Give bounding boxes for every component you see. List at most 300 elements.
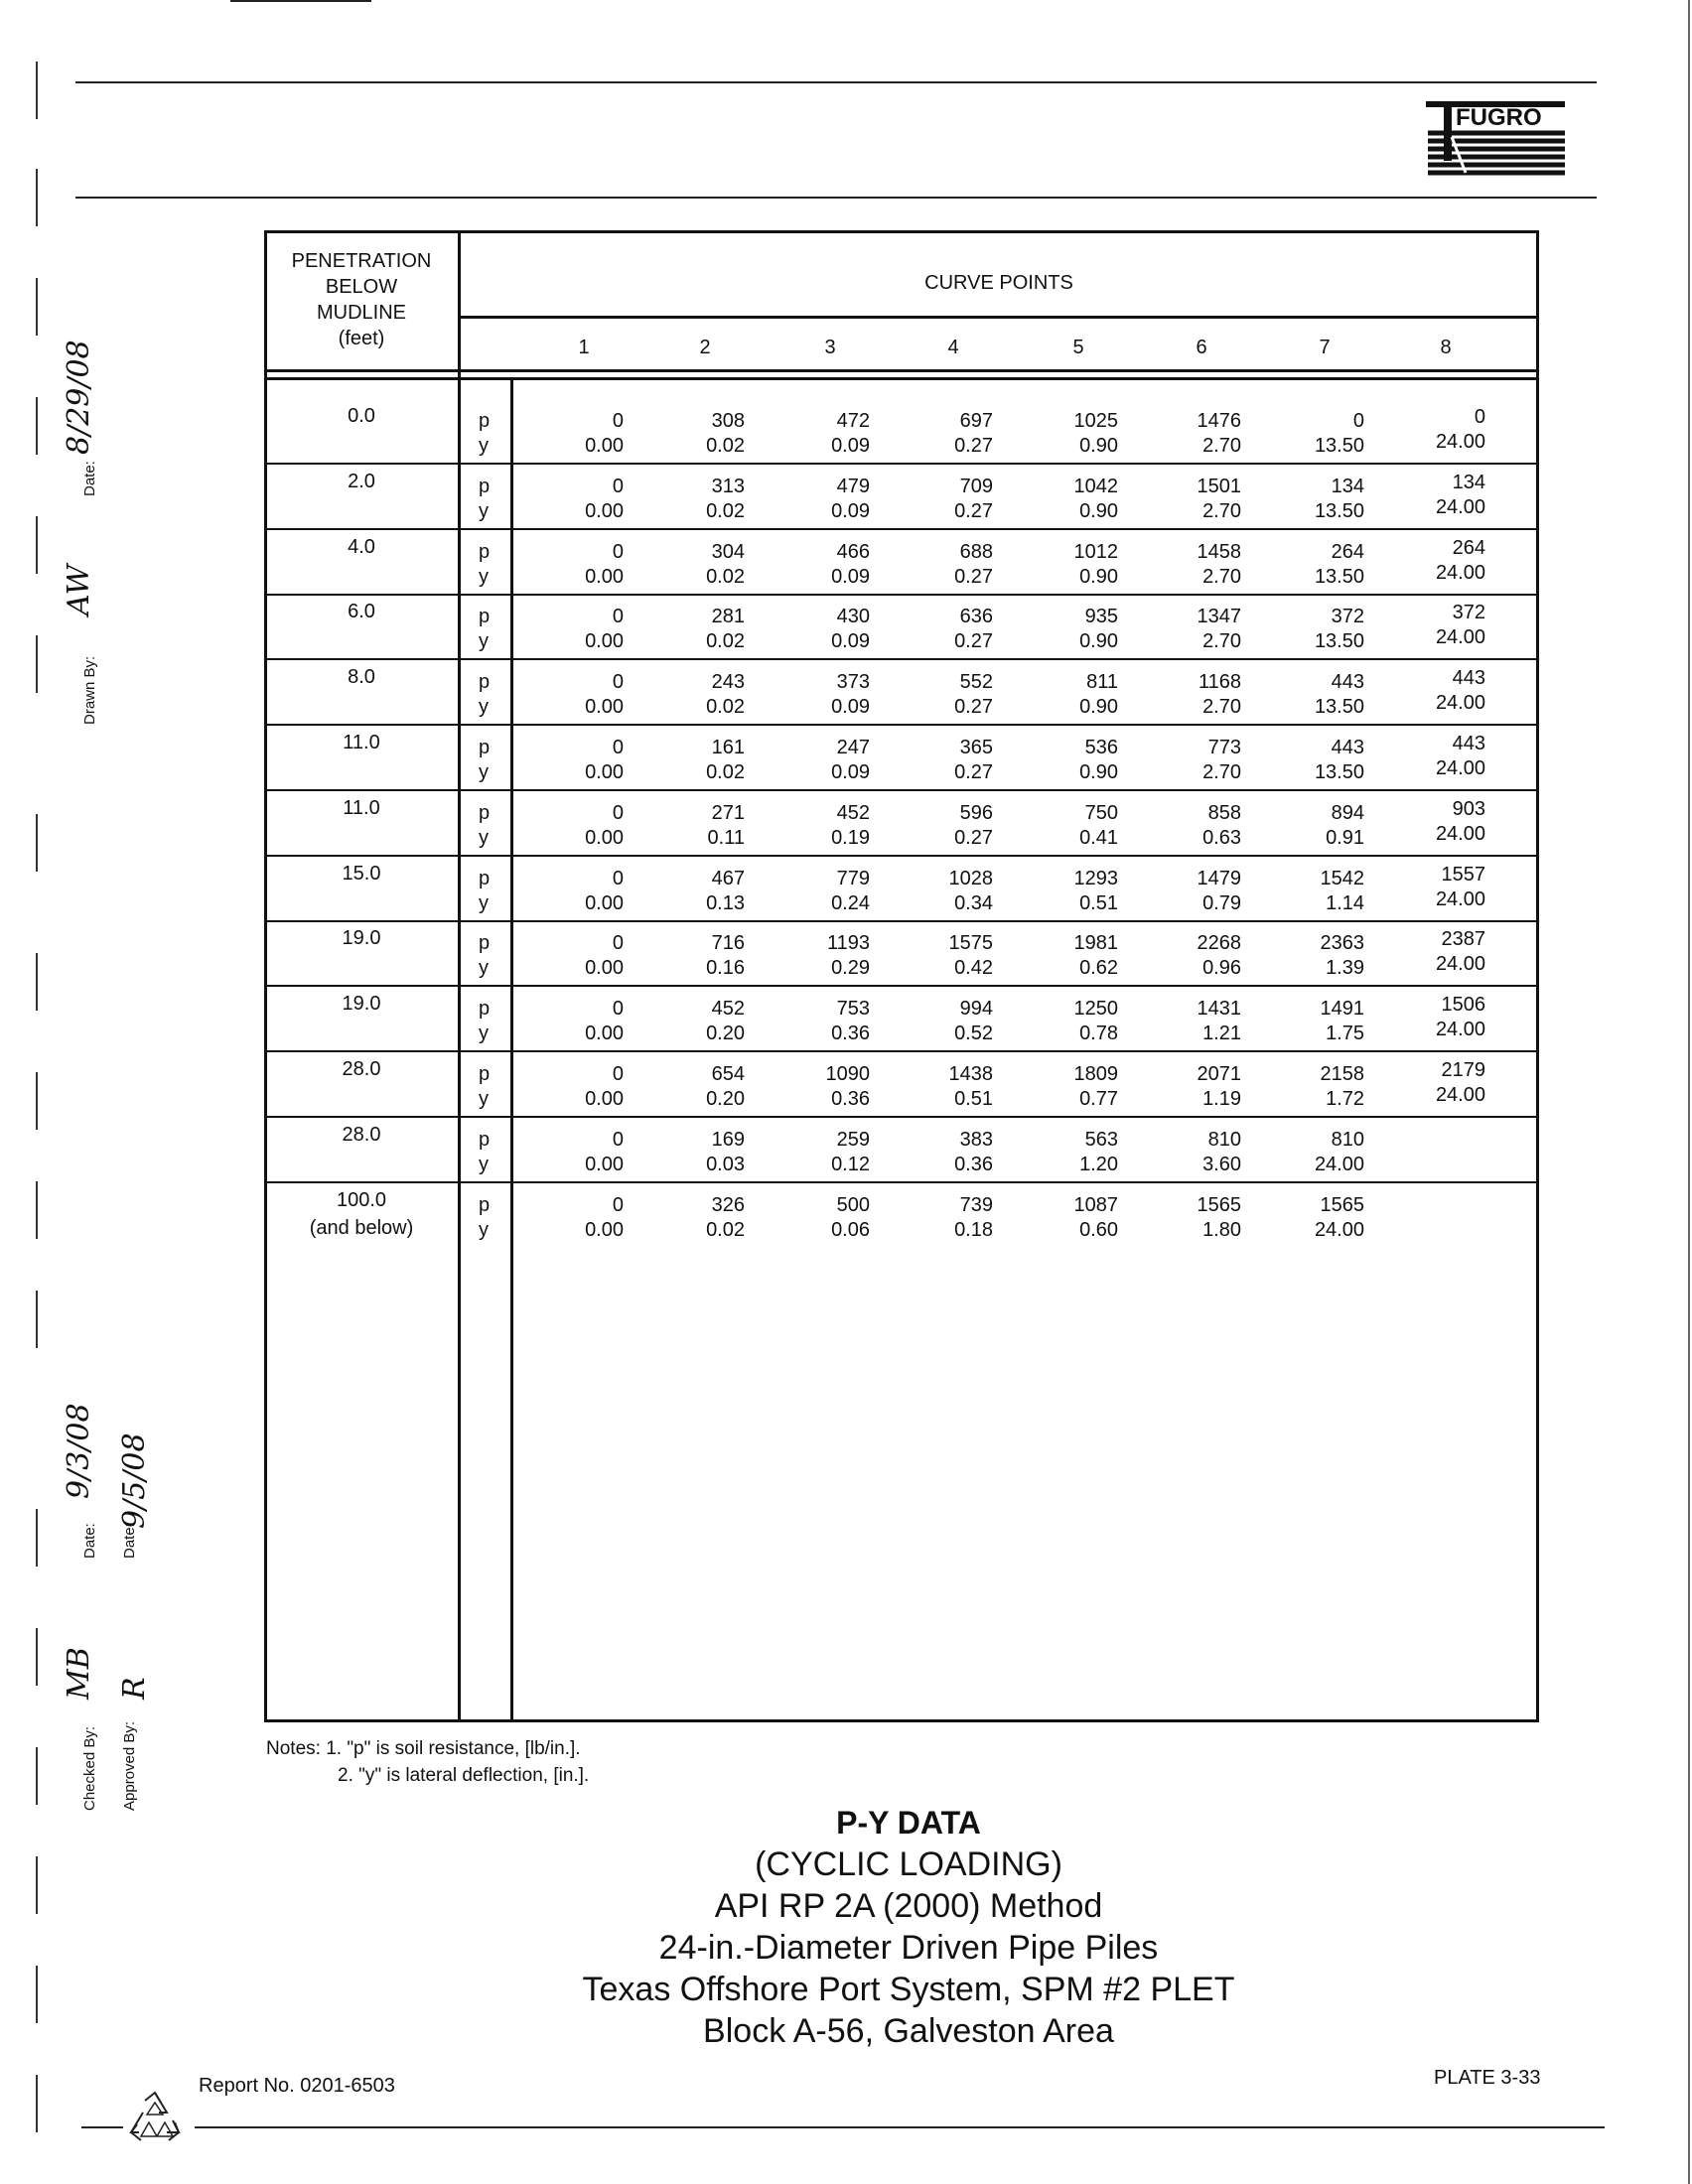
penetration-header bbox=[264, 248, 459, 351]
p-label: p bbox=[479, 476, 491, 497]
row-divider bbox=[264, 1116, 1539, 1118]
curve-points-rule bbox=[459, 316, 1539, 319]
y-value: 0.27 bbox=[954, 566, 993, 588]
p-value: 2071 bbox=[1197, 1063, 1241, 1085]
y-value: 0.60 bbox=[1079, 1219, 1118, 1241]
y-value: 1.20 bbox=[1079, 1154, 1118, 1175]
y-value: 24.00 bbox=[1435, 823, 1485, 845]
p-value: 1565 bbox=[1197, 1194, 1241, 1216]
p-value: 500 bbox=[836, 1194, 870, 1216]
y-value: 0.77 bbox=[1079, 1088, 1118, 1110]
p-value: 443 bbox=[1331, 737, 1364, 758]
y-value: 2.70 bbox=[1202, 500, 1241, 522]
p-value: 1809 bbox=[1073, 1063, 1118, 1085]
y-value: 0.00 bbox=[585, 696, 624, 718]
y-value: 13.50 bbox=[1314, 500, 1364, 522]
p-value: 308 bbox=[711, 410, 745, 432]
y-value: 0.27 bbox=[954, 435, 993, 457]
y-value: 24.00 bbox=[1314, 1219, 1364, 1241]
y-value: 0.00 bbox=[585, 1154, 624, 1175]
y-label: y bbox=[479, 566, 489, 588]
p-value: 373 bbox=[836, 671, 870, 693]
p-value: 753 bbox=[836, 998, 870, 1020]
p-value: 779 bbox=[836, 868, 870, 889]
y-value: 0.19 bbox=[831, 827, 870, 849]
p-value: 0 bbox=[612, 671, 624, 693]
curve-points-header: CURVE POINTS bbox=[924, 272, 1073, 294]
p-value: 134 bbox=[1331, 476, 1364, 497]
p-value: 259 bbox=[836, 1129, 870, 1151]
checked-date-signature: 9/3/08 bbox=[62, 1403, 96, 1499]
title-block bbox=[496, 1802, 1321, 2052]
y-value: 0.00 bbox=[585, 500, 624, 522]
y-value: 24.00 bbox=[1435, 562, 1485, 584]
y-label: y bbox=[479, 1023, 489, 1044]
y-value: 13.50 bbox=[1314, 435, 1364, 457]
y-value: 0.90 bbox=[1079, 500, 1118, 522]
y-value: 1.21 bbox=[1202, 1023, 1241, 1044]
p-value: 2387 bbox=[1441, 928, 1485, 950]
p-value: 1575 bbox=[948, 932, 993, 954]
p-value: 2158 bbox=[1320, 1063, 1364, 1085]
title-line: Texas Offshore Port System, SPM #2 PLET bbox=[582, 1971, 1235, 2008]
date-signature: 8/29/08 bbox=[62, 340, 96, 455]
p-value: 365 bbox=[959, 737, 993, 758]
depth-value: 11.0 bbox=[343, 797, 380, 819]
p-value: 169 bbox=[711, 1129, 745, 1151]
p-label: p bbox=[479, 671, 491, 693]
p-value: 894 bbox=[1331, 802, 1364, 824]
p-value: 750 bbox=[1084, 802, 1118, 824]
y-value: 2.70 bbox=[1202, 761, 1241, 783]
p-value: 452 bbox=[711, 998, 745, 1020]
p-value: 1557 bbox=[1441, 864, 1485, 886]
p-value: 596 bbox=[959, 802, 993, 824]
p-value: 472 bbox=[836, 410, 870, 432]
header-double-rule-2 bbox=[264, 377, 1539, 380]
y-value: 24.00 bbox=[1435, 431, 1485, 453]
row-divider bbox=[264, 658, 1539, 660]
y-value: 0.27 bbox=[954, 500, 993, 522]
y-value: 1.75 bbox=[1326, 1023, 1364, 1044]
y-value: 13.50 bbox=[1314, 630, 1364, 652]
y-value: 0.02 bbox=[706, 435, 745, 457]
y-value: 0.09 bbox=[831, 761, 870, 783]
p-value: 134 bbox=[1452, 472, 1485, 493]
y-value: 0.90 bbox=[1079, 566, 1118, 588]
title-line: (CYCLIC LOADING) bbox=[755, 1845, 1062, 1883]
p-value: 563 bbox=[1084, 1129, 1118, 1151]
p-value: 1438 bbox=[948, 1063, 993, 1085]
p-value: 536 bbox=[1084, 737, 1118, 758]
drawn-by-signature: AW bbox=[62, 564, 96, 615]
p-value: 1347 bbox=[1197, 606, 1241, 627]
y-value: 0.09 bbox=[831, 500, 870, 522]
checked-date-label: Date: bbox=[81, 1523, 98, 1559]
plate-number: PLATE 3-33 bbox=[1434, 2067, 1541, 2089]
right-edge-line bbox=[1688, 0, 1690, 2184]
y-value: 0.27 bbox=[954, 761, 993, 783]
y-value: 0.00 bbox=[585, 1088, 624, 1110]
p-value: 552 bbox=[959, 671, 993, 693]
y-label: y bbox=[479, 761, 489, 783]
row-divider bbox=[264, 594, 1539, 596]
depth-value: 100.0 bbox=[336, 1189, 387, 1211]
y-value: 24.00 bbox=[1435, 692, 1485, 714]
depth-note: (and below) bbox=[309, 1217, 414, 1239]
y-value: 0.42 bbox=[954, 957, 993, 979]
p-value: 247 bbox=[836, 737, 870, 758]
y-value: 0.90 bbox=[1079, 630, 1118, 652]
p-value: 326 bbox=[711, 1194, 745, 1216]
column-header: 4 bbox=[947, 337, 959, 358]
y-value: 13.50 bbox=[1314, 566, 1364, 588]
p-value: 0 bbox=[612, 998, 624, 1020]
p-label: p bbox=[479, 541, 491, 563]
penetration-header-line: MUDLINE bbox=[316, 302, 406, 324]
p-value: 994 bbox=[959, 998, 993, 1020]
y-value: 0.02 bbox=[706, 696, 745, 718]
y-value: 1.39 bbox=[1326, 957, 1364, 979]
y-value: 1.80 bbox=[1202, 1219, 1241, 1241]
footer-rule bbox=[195, 2126, 1605, 2128]
y-value: 0.27 bbox=[954, 827, 993, 849]
checked-by-label: Checked By: bbox=[81, 1725, 98, 1811]
p-value: 935 bbox=[1084, 606, 1118, 627]
y-value: 0.18 bbox=[954, 1219, 993, 1241]
y-value: 0.96 bbox=[1202, 957, 1241, 979]
p-value: 161 bbox=[711, 737, 745, 758]
y-value: 13.50 bbox=[1314, 696, 1364, 718]
y-value: 0.02 bbox=[706, 761, 745, 783]
p-value: 0 bbox=[612, 1194, 624, 1216]
y-value: 1.72 bbox=[1326, 1088, 1364, 1110]
y-value: 0.11 bbox=[707, 827, 745, 849]
y-label: y bbox=[479, 957, 489, 979]
depth-value: 28.0 bbox=[342, 1058, 381, 1080]
y-value: 0.24 bbox=[831, 892, 870, 914]
y-value: 2.70 bbox=[1202, 435, 1241, 457]
y-value: 0.29 bbox=[831, 957, 870, 979]
row-divider bbox=[264, 789, 1539, 791]
row-divider bbox=[264, 463, 1539, 465]
y-value: 0.00 bbox=[585, 761, 624, 783]
penetration-header-line: PENETRATION bbox=[291, 250, 432, 272]
y-value: 0.90 bbox=[1079, 761, 1118, 783]
y-value: 0.09 bbox=[831, 630, 870, 652]
depth-value: 11.0 bbox=[343, 732, 380, 753]
p-value: 1501 bbox=[1197, 476, 1241, 497]
p-value: 0 bbox=[612, 476, 624, 497]
p-value: 688 bbox=[959, 541, 993, 563]
y-value: 24.00 bbox=[1435, 888, 1485, 910]
p-value: 0 bbox=[612, 541, 624, 563]
y-value: 0.36 bbox=[831, 1088, 870, 1110]
y-label: y bbox=[479, 630, 489, 652]
penetration-header-line: (feet) bbox=[338, 328, 385, 349]
p-value: 773 bbox=[1207, 737, 1241, 758]
p-label: p bbox=[479, 737, 491, 758]
p-label: p bbox=[479, 410, 491, 432]
y-value: 0.20 bbox=[706, 1023, 745, 1044]
y-value: 0.02 bbox=[706, 630, 745, 652]
fugro-logo-icon bbox=[1426, 93, 1565, 183]
title-line: P-Y DATA bbox=[836, 1805, 981, 1841]
p-value: 1025 bbox=[1073, 410, 1118, 432]
p-value: 1042 bbox=[1073, 476, 1118, 497]
p-value: 452 bbox=[836, 802, 870, 824]
y-label: y bbox=[479, 1154, 489, 1175]
p-value: 1087 bbox=[1073, 1194, 1118, 1216]
p-value: 2179 bbox=[1441, 1059, 1485, 1081]
y-value: 24.00 bbox=[1435, 496, 1485, 518]
y-value: 0.91 bbox=[1326, 827, 1364, 849]
y-value: 0.02 bbox=[706, 1219, 745, 1241]
p-value: 0 bbox=[612, 868, 624, 889]
y-label: y bbox=[479, 696, 489, 718]
y-value: 2.70 bbox=[1202, 566, 1241, 588]
p-value: 443 bbox=[1331, 671, 1364, 693]
row-divider bbox=[264, 528, 1539, 530]
depth-value: 0.0 bbox=[348, 405, 375, 427]
y-value: 0.27 bbox=[954, 696, 993, 718]
p-value: 709 bbox=[959, 476, 993, 497]
p-label: p bbox=[479, 998, 491, 1020]
p-value: 430 bbox=[836, 606, 870, 627]
p-label: p bbox=[479, 868, 491, 889]
p-value: 1491 bbox=[1320, 998, 1364, 1020]
p-value: 1168 bbox=[1198, 671, 1241, 693]
column-header: 5 bbox=[1072, 337, 1084, 358]
y-value: 24.00 bbox=[1314, 1154, 1364, 1175]
y-value: 0.34 bbox=[954, 892, 993, 914]
recycle-icon bbox=[123, 2087, 187, 2150]
drawn-by-label: Drawn By: bbox=[81, 655, 98, 725]
y-value: 0.52 bbox=[954, 1023, 993, 1044]
row-divider bbox=[264, 1181, 1539, 1183]
row-divider bbox=[264, 724, 1539, 726]
p-value: 372 bbox=[1331, 606, 1364, 627]
p-label: p bbox=[479, 932, 491, 954]
p-value: 811 bbox=[1086, 671, 1118, 693]
p-value: 1250 bbox=[1073, 998, 1118, 1020]
y-value: 0.00 bbox=[585, 1023, 624, 1044]
p-value: 467 bbox=[711, 868, 745, 889]
column-header: 3 bbox=[824, 337, 836, 358]
row-divider bbox=[264, 920, 1539, 922]
y-value: 0.51 bbox=[1079, 892, 1118, 914]
title-line: 24-in.-Diameter Driven Pipe Piles bbox=[658, 1929, 1159, 1967]
header-double-rule-1 bbox=[264, 369, 1539, 372]
header-top-rule bbox=[75, 81, 1597, 83]
p-value: 1981 bbox=[1073, 932, 1118, 954]
p-value: 1090 bbox=[825, 1063, 870, 1085]
y-value: 0.62 bbox=[1079, 957, 1118, 979]
y-value: 24.00 bbox=[1435, 757, 1485, 779]
approved-by-signature: R bbox=[117, 1677, 152, 1700]
y-value: 0.41 bbox=[1079, 827, 1118, 849]
depth-value: 4.0 bbox=[348, 536, 375, 558]
y-value: 0.06 bbox=[831, 1219, 870, 1241]
y-value: 0.36 bbox=[954, 1154, 993, 1175]
p-value: 1565 bbox=[1320, 1194, 1364, 1216]
depth-value: 15.0 bbox=[342, 863, 381, 885]
y-value: 0.90 bbox=[1079, 696, 1118, 718]
y-value: 0.78 bbox=[1079, 1023, 1118, 1044]
y-value: 0.03 bbox=[706, 1154, 745, 1175]
p-value: 0 bbox=[612, 802, 624, 824]
header-bottom-rule bbox=[75, 197, 1597, 199]
y-value: 0.13 bbox=[706, 892, 745, 914]
y-value: 0.79 bbox=[1202, 892, 1241, 914]
report-number: Report No. 0201-6503 bbox=[199, 2075, 395, 2097]
p-value: 0 bbox=[612, 737, 624, 758]
p-value: 1193 bbox=[826, 932, 870, 954]
p-value: 636 bbox=[959, 606, 993, 627]
y-value: 0.00 bbox=[585, 566, 624, 588]
p-value: 2268 bbox=[1197, 932, 1241, 954]
y-value: 0.00 bbox=[585, 827, 624, 849]
p-value: 0 bbox=[612, 1063, 624, 1085]
depth-value: 19.0 bbox=[342, 993, 381, 1015]
y-label: y bbox=[479, 435, 489, 457]
column-header: 6 bbox=[1196, 337, 1207, 358]
y-value: 0.36 bbox=[831, 1023, 870, 1044]
p-value: 1012 bbox=[1073, 541, 1118, 563]
p-value: 1542 bbox=[1320, 868, 1364, 889]
p-label: p bbox=[479, 1063, 491, 1085]
p-value: 372 bbox=[1452, 602, 1485, 623]
title-line: Block A-56, Galveston Area bbox=[703, 2012, 1114, 2050]
p-value: 443 bbox=[1452, 667, 1485, 689]
p-value: 0 bbox=[612, 410, 624, 432]
y-value: 0.90 bbox=[1079, 435, 1118, 457]
p-value: 0 bbox=[612, 606, 624, 627]
column-header: 1 bbox=[578, 337, 590, 358]
y-value: 2.70 bbox=[1202, 696, 1241, 718]
y-value: 0.12 bbox=[831, 1154, 870, 1175]
checked-by-signature: MB bbox=[62, 1647, 96, 1700]
p-value: 716 bbox=[711, 932, 745, 954]
depth-value: 2.0 bbox=[348, 471, 375, 492]
footer-rule-left bbox=[81, 2126, 123, 2128]
p-label: p bbox=[479, 606, 491, 627]
p-value: 810 bbox=[1331, 1129, 1364, 1151]
y-value: 24.00 bbox=[1435, 1084, 1485, 1106]
y-label: y bbox=[479, 827, 489, 849]
depth-value: 8.0 bbox=[348, 666, 375, 688]
y-value: 0.00 bbox=[585, 1219, 624, 1241]
p-value: 0 bbox=[1352, 410, 1364, 432]
p-value: 383 bbox=[959, 1129, 993, 1151]
p-value: 313 bbox=[711, 476, 745, 497]
p-value: 1431 bbox=[1197, 998, 1241, 1020]
y-value: 0.09 bbox=[831, 435, 870, 457]
p-value: 264 bbox=[1452, 537, 1485, 559]
y-value: 0.02 bbox=[706, 566, 745, 588]
y-value: 1.14 bbox=[1326, 892, 1364, 914]
approved-by-label: Approved By: bbox=[121, 1720, 138, 1811]
date-label: Date: bbox=[81, 461, 98, 496]
y-value: 0.51 bbox=[954, 1088, 993, 1110]
y-value: 2.70 bbox=[1202, 630, 1241, 652]
note-2: 2. "y" is lateral deflection, [in.]. bbox=[338, 1765, 590, 1786]
p-value: 2363 bbox=[1320, 932, 1364, 954]
penetration-header-line: BELOW bbox=[325, 276, 398, 298]
y-value: 13.50 bbox=[1314, 761, 1364, 783]
y-value: 0.20 bbox=[706, 1088, 745, 1110]
y-value: 24.00 bbox=[1435, 626, 1485, 648]
p-label: p bbox=[479, 1129, 491, 1151]
p-value: 1479 bbox=[1197, 868, 1241, 889]
note-1: Notes: 1. "p" is soil resistance, [lb/in.]. bbox=[266, 1738, 581, 1759]
row-divider bbox=[264, 985, 1539, 987]
p-value: 271 bbox=[711, 802, 745, 824]
y-value: 24.00 bbox=[1435, 953, 1485, 975]
column-header: 8 bbox=[1440, 337, 1452, 358]
depth-value: 19.0 bbox=[342, 927, 381, 949]
row-divider bbox=[264, 855, 1539, 857]
p-value: 697 bbox=[959, 410, 993, 432]
y-value: 0.00 bbox=[585, 630, 624, 652]
y-value: 0.00 bbox=[585, 957, 624, 979]
row-divider bbox=[264, 1050, 1539, 1052]
top-short-rule bbox=[230, 0, 371, 2]
y-value: 0.16 bbox=[706, 957, 745, 979]
col-divider-depth bbox=[458, 230, 461, 1722]
title-line: API RP 2A (2000) Method bbox=[714, 1887, 1103, 1925]
p-value: 304 bbox=[711, 541, 745, 563]
approved-date-signature: 9/5/08 bbox=[117, 1433, 152, 1529]
approved-date-label: Date: bbox=[121, 1523, 138, 1559]
y-value: 1.19 bbox=[1202, 1088, 1241, 1110]
p-label: p bbox=[479, 802, 491, 824]
y-value: 3.60 bbox=[1202, 1154, 1241, 1175]
p-value: 243 bbox=[711, 671, 745, 693]
y-value: 24.00 bbox=[1435, 1019, 1485, 1040]
y-value: 0.27 bbox=[954, 630, 993, 652]
p-value: 281 bbox=[711, 606, 745, 627]
y-value: 0.00 bbox=[585, 892, 624, 914]
p-value: 1028 bbox=[948, 868, 993, 889]
notes bbox=[266, 1735, 589, 1789]
p-value: 810 bbox=[1207, 1129, 1241, 1151]
p-value: 0 bbox=[612, 1129, 624, 1151]
y-value: 0.63 bbox=[1202, 827, 1241, 849]
p-value: 903 bbox=[1452, 798, 1485, 820]
p-value: 1506 bbox=[1441, 994, 1485, 1016]
y-label: y bbox=[479, 1219, 489, 1241]
column-header: 2 bbox=[699, 337, 711, 358]
p-value: 1476 bbox=[1197, 410, 1241, 432]
logo-text: FUGRO bbox=[1456, 104, 1542, 131]
p-value: 0 bbox=[1474, 406, 1485, 428]
y-value: 0.02 bbox=[706, 500, 745, 522]
p-value: 264 bbox=[1331, 541, 1364, 563]
y-label: y bbox=[479, 892, 489, 914]
y-value: 0.09 bbox=[831, 696, 870, 718]
p-value: 739 bbox=[959, 1194, 993, 1216]
y-label: y bbox=[479, 1088, 489, 1110]
depth-value: 28.0 bbox=[342, 1124, 381, 1146]
p-value: 858 bbox=[1207, 802, 1241, 824]
p-value: 1458 bbox=[1197, 541, 1241, 563]
p-label: p bbox=[479, 1194, 491, 1216]
p-value: 654 bbox=[711, 1063, 745, 1085]
p-value: 0 bbox=[612, 932, 624, 954]
p-value: 443 bbox=[1452, 733, 1485, 754]
depth-value: 6.0 bbox=[348, 601, 375, 622]
